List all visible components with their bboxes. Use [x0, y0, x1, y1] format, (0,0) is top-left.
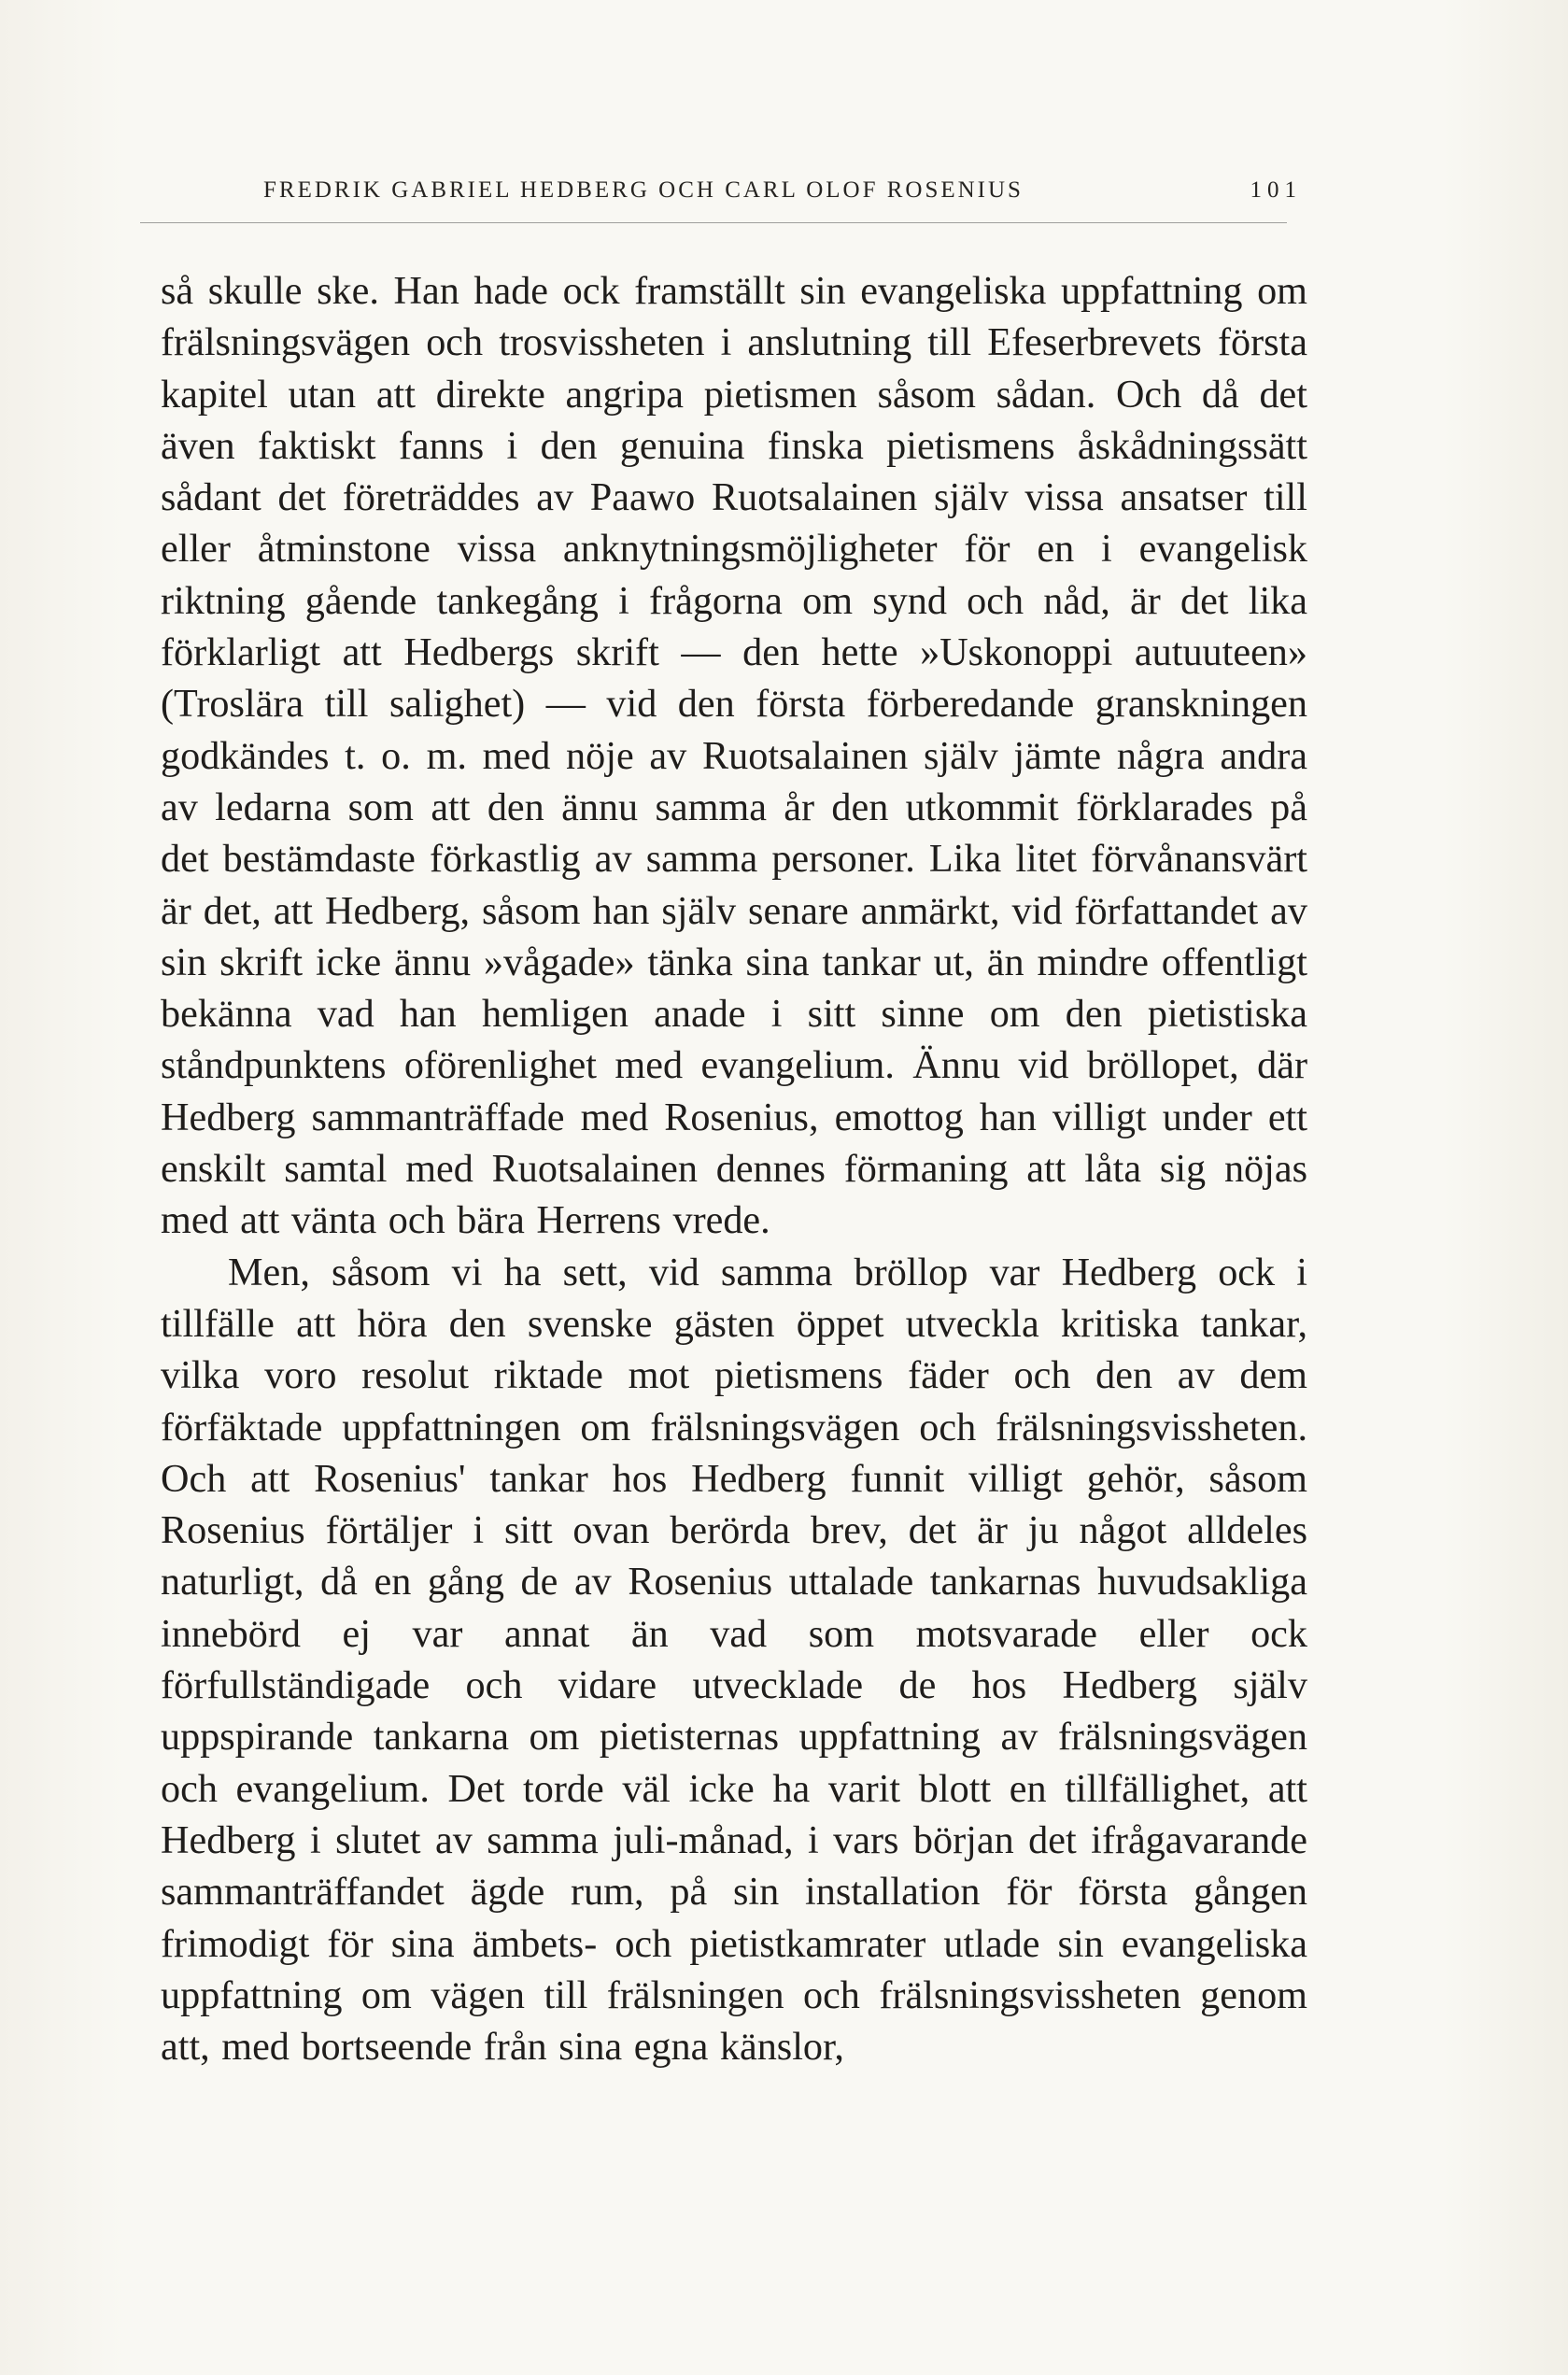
- page-number: 101: [1250, 177, 1302, 203]
- body-text: [161, 265, 1307, 2072]
- header-rule: [140, 222, 1287, 223]
- paragraph: så skulle ske. Han hade ock framställt sin evangeliska uppfattning om frälsningsvägen och trosvissheten i anslutning till Efeserbrevets första kapitel utan att direkte angripa pietismen såsom sådan. Och då det även faktiskt fanns i den genuina finska pietismens åskådningssätt sådant det företräddes av Paawo Ruotsalainen själv vissa ansatser till eller åtminstone vissa anknytningsmöjligheter för en i evangelisk riktning gående tankegång i frågorna om synd och nåd, är det lika förklarligt att Hedbergs skrift — den hette »Uskonoppi autuuteen» (Troslära till salighet) — vid den första förberedande granskningen godkändes t. o. m. med nöje av Ruotsalainen själv jämte några andra av ledarna som att den ännu samma år den utkommit förklarades på det bestämdaste förkastlig av samma personer. Lika litet förvånansvärt är det, att Hedberg, såsom han själv senare anmärkt, vid författandet av sin skrift icke ännu »vågade» tänka sina tankar ut, än mindre offentligt bekänna vad han hemligen anade i sitt sinne om den pietistiska ståndpunktens oförenlighet med evangelium. Ännu vid bröllopet, där Hedberg sammanträffade med Rosenius, emottog han villigt under ett enskilt samtal med Ruotsalainen dennes förmaning att låta sig nöjas med att vänta och bära Herrens vrede.: [161, 269, 1307, 1243]
- paragraph: Men, såsom vi ha sett, vid samma bröllop var Hedberg ock i tillfälle att höra den svenske gästen öppet utveckla kritiska tankar, vilka voro resolut riktade mot pietismens fäder och den av dem förfäktade uppfattningen om frälsningsvägen och frälsningsvissheten. Och att Rosenius' tankar hos Hedberg funnit villigt gehör, såsom Rosenius förtäljer i sitt ovan berörda brev, det är ju något alldeles naturligt, då en gång de av Rosenius uttalade tankarnas huvudsakliga innebörd ej var annat än vad som motsvarade eller ock förfullständigade och vidare utvecklade de hos Hedberg själv uppspirande tankarna om pietisternas uppfattning av frälsningsvägen och evangelium. Det torde väl icke ha varit blott en tillfällighet, att Hedberg i slutet av samma juli-månad, i vars början det ifrågavarande sammanträffandet ägde rum, på sin installation för första gången frimodigt för sina ämbets- och pietistkamrater utlade sin evangeliska uppfattning om vägen till frälsningen och frälsningsvissheten genom att, med bortseende från sina egna känslor,: [161, 1250, 1307, 2070]
- page-header: [263, 177, 1302, 217]
- running-head: FREDRIK GABRIEL HEDBERG OCH CARL OLOF ROSENIUS: [263, 177, 1024, 203]
